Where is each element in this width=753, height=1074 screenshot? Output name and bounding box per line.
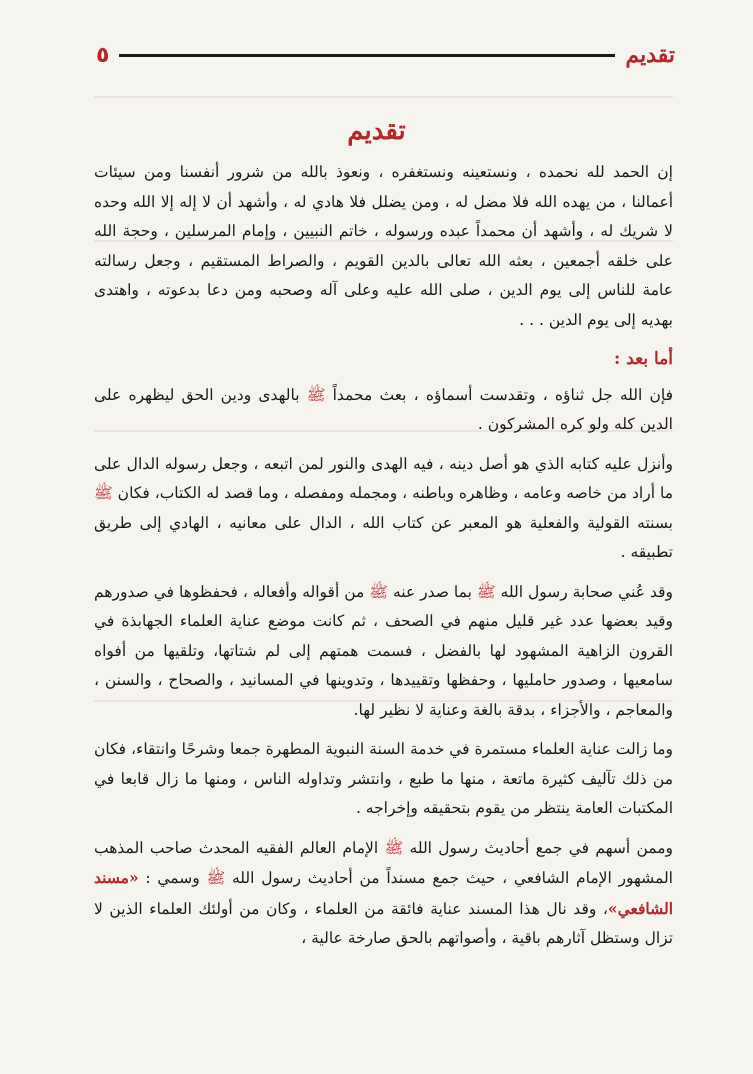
text-run: وممن أسهم في جمع أحاديث رسول الله [403,838,673,857]
text-run: بما صدر عنه [388,582,477,601]
text-run: وسمي : [138,869,207,887]
page-header [96,38,675,72]
header-rule [119,54,615,57]
paragraph-2 [94,381,673,440]
honorific-glyph: ﷺ [369,582,388,601]
subheading-amma-bad: أما بعد : [614,349,673,369]
text-run: بسنته القولية والفعلية هو المعبر عن كتاب الله ، الدال على معانيه ، الهادي إلى طريق تطبيقه . [94,513,673,561]
book-title-quote: «مسند الشافعي» [94,868,673,918]
running-title: تقديم [625,42,675,68]
text-run: بالهدى ودين الحق ليظهره على الدين كله ولو كره المشركون . [94,385,673,433]
paragraph-opening: إن الحمد لله نحمده ، ونستعينه ونستغفره ، ونعوذ بالله من شرور أنفسنا ومن سيئات أعمالنا ، من يهده الله فلا مضل له ، ومن يضلل فلا هادي له ، وأشهد أن لا إله إلا الله وحده لا شريك له ، وأشهد أن محمداً عبده ورسوله ، خاتم النبيين ، وإمام المرسلين ، وحجة الله على خلقه أجمعين ، بعثه الله تعالى بالدين القويم ، والصراط المستقيم ، وجعل رسالته عامة للناس إلى يوم الدين ، صلى الله عليه وعلى آله وصحبه ومن دعا بدعوته ، واهتدى بهديه إلى يوم الدين . . . [94,163,673,329]
paragraph-4 [94,578,673,726]
text-run: وقد عُني صحابة رسول الله [495,582,673,601]
text-run: وأنزل عليه كتابه الذي هو أصل دينه ، فيه الهدى والنور لمن اتبعه ، وجعل رسوله الدال على ما أراد من خاصه وعامه ، وظاهره وباطنه ، ومجمله ومفصله ، وما قصد له الكتاب، فكان [94,454,673,502]
text-run: ، وقد نال هذا المسند عناية فائقة من العلماء ، وكان من أولئك العلماء الذين لا تزال وستظل آثارهم باقية ، وأصواتهم بالحق صارخة عالية ، [94,899,673,947]
text-run: الإمام العالم الفقيه المحدث صاحب المذهب المشهور الإمام الشافعي ، حيث جمع مسنداً من أحاديث رسول الله [94,838,673,887]
text-run: من أقواله وأفعاله ، فحفظوها في صدورهم وقيد بعضها عدد غير قليل منهم في الصحف ، ثم كانت موضع عناية العلماء الجهابذة في القرون الزاهية المشهود لها بالفضل ، فسمت همتهم إلى لم شتاتها، وتلقيها من أفواه سامعيها ، وصدور حامليها ، وحفظها وتقييدها ، وتدوينها في المسانيد ، والصحاح ، والسنن ، والمعاجم ، والأجزاء ، بدقة بالغة وعناية لا نظير لها. [94,582,673,719]
paragraph-6 [94,834,673,954]
paragraph-5: وما زالت عناية العلماء مستمرة في خدمة السنة النبوية المطهرة جمعا وشرحًا وانتقاء، فكان من ذلك تآليف كثيرة ماتعة ، منها ما طبع ، وانتشر وتداوله الناس ، ومنها ما زال قابعا في المكتبات العامة ينتظر من يقوم بتحقيقه وإخراجه . [94,740,673,817]
honorific-glyph: ﷺ [306,385,326,404]
page-number: ٥ [96,42,110,68]
honorific-glyph: ﷺ [206,869,226,887]
honorific-glyph: ﷺ [384,838,404,857]
honorific-glyph: ﷺ [476,582,496,601]
honorific-glyph: ﷺ [94,484,113,502]
body-text [94,158,673,964]
bleed-through-line [94,96,673,98]
section-title: تقديم [347,116,406,146]
paragraph-3 [94,450,673,568]
text-run: فإن الله جل ثناؤه ، وتقدست أسماؤه ، بعث محمداً [325,385,674,404]
